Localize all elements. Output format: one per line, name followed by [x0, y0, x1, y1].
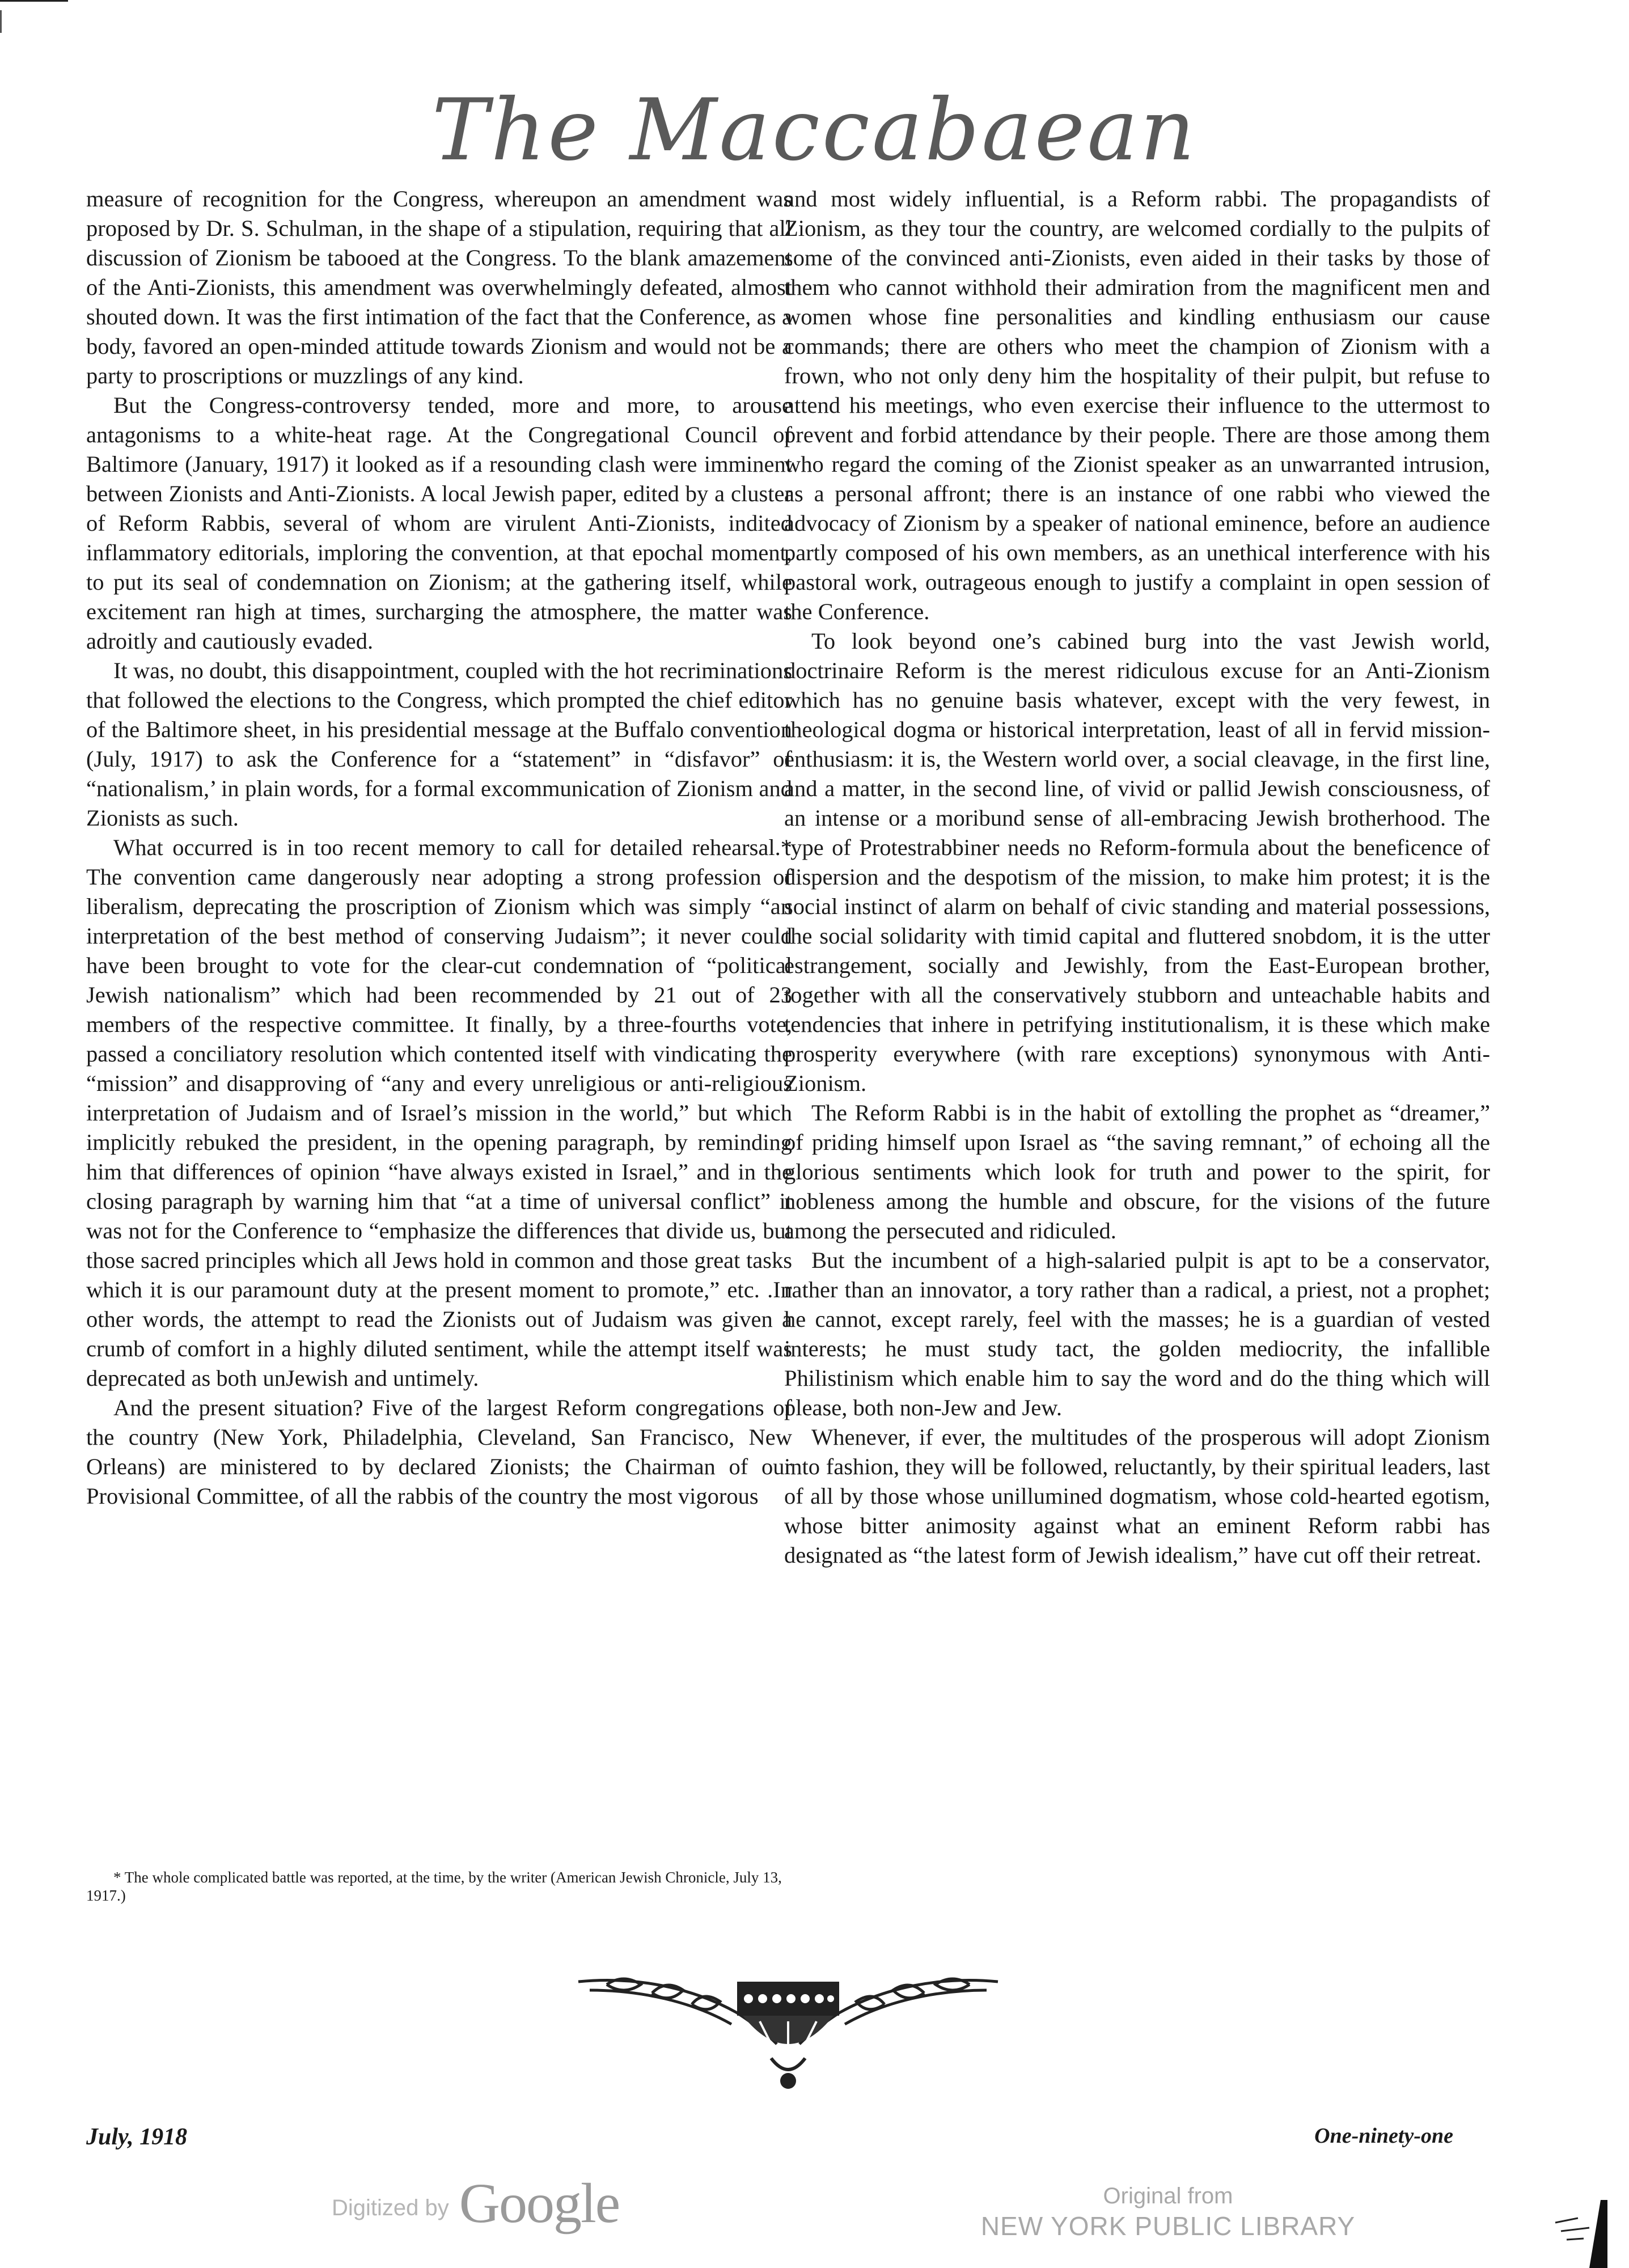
left-paragraph-1: measure of recognition for the Congress, whereupon an amendment was proposed by Dr. S. Schulman, in the shape of a stipulation, requiring that all discussion of Zionism be tabooed at the Congress. To the blank amazement of the Anti-Zionists, this amendment was overwhelmingly defeated, almost shouted down. It was the first intimation of the fact that the Conference, as a body, favored an open-minded attitude towards Zionism and would not be a party to proscriptions or muzzlings of any kind.: [86, 186, 792, 388]
page-number: One-ninety-one: [1314, 2124, 1453, 2148]
right-column: [784, 184, 1490, 1908]
original-from-label: Original from: [1103, 2184, 1233, 2208]
google-logo: Google: [459, 2171, 620, 2235]
page-corner-scan-mark-icon: [1544, 2189, 1612, 2268]
right-paragraph-3: The Reform Rabbi is in the habit of extolling the prophet as “dreamer,” of priding himself upon Israel as “the saving remnant,” of echoing all the glorious sentiments which look for truth and power to the spirit, for nobleness among the humble and obscure, for the visions of the future among the persecuted and ridiculed.: [784, 1100, 1490, 1243]
masthead-title: The Maccabaean: [431, 81, 1198, 180]
left-paragraph-4: What occurred is in too recent memory to call for detailed rehearsal.* The convention came dangerously near adopting a strong profession of liberalism, deprecating the proscription of Zionism which was simply “an interpretation of the best method of conserving Judaism”; it never could have been brought to vote for the clear-cut condemnation of “political Jewish nationalism” which had been recommended by 21 out of 23 members of the respective committee. It finally, by a three-fourths vote, passed a conciliatory resolution which contented itself with vindicating the “mission” and disapproving of “any and every unreligious or anti-religious interpretation of Judaism and of Israel’s mission in the world,” but which implicitly rebuked the president, in the opening paragraph, by reminding him that differences of opinion “have always existed in Israel,” and in the closing paragraph by warning him that “at a time of universal conflict” it was not for the Conference to “emphasize the differences that divide us, but those sacred principles which all Jews hold in common and those great tasks which it is our paramount duty at the present moment to promote,” etc. .In other words, the attempt to read the Zionists out of Judaism was given a crumb of comfort in a highly diluted sentiment, while the attempt itself was deprecated as both unJewish and untimely.: [86, 835, 792, 1391]
edge-mark: [0, 10, 2, 33]
top-rule: [0, 0, 68, 2]
original-source: [919, 2182, 1418, 2242]
digitized-by-label: Digitized by: [332, 2195, 449, 2220]
left-paragraph-5: And the present situation? Five of the largest Reform congregations of the country (New York, Philadelphia, Cleveland, San Francisco, New Orleans) are ministered to by declared Zionists; the Chairman of our Provisional Committee, of all the rabbis of the country the most vigorous: [86, 1395, 792, 1509]
issue-date: July, 1918: [86, 2124, 188, 2150]
masthead: [0, 74, 1629, 187]
left-column: [86, 184, 792, 1908]
decorative-ornament-icon: [567, 1959, 1009, 2101]
right-paragraph-5: Whenever, if ever, the multitudes of the prosperous will adopt Zionism into fashion, they will be followed, reluctantly, by their spiritual leaders, last of all by those whose unillumined dogmatism, whose cold-hearted egotism, whose bitter animosity against what an eminent Reform rabbi has designated as “the latest form of Jewish idealism,” have cut off their retreat.: [784, 1424, 1490, 1568]
library-name: NEW YORK PUBLIC LIBRARY: [980, 2211, 1356, 2241]
footnote-text: * The whole complicated battle was reported, at the time, by the writer (American Jewish Chronicle, July 13, 1917.): [86, 1869, 782, 1904]
right-paragraph-1: and most widely influential, is a Reform rabbi. The propagandists of Zionism, as they tour the country, are welcomed cordially to the pulpits of some of the convinced anti-Zionists, even aided in their tasks by those of them who cannot withhold their admiration from the magnificent men and women whose fine personalities and kindling enthusiasm our cause commands; there are others who meet the champion of Zionism with a frown, who not only deny him the hospitality of their pulpit, but refuse to attend his meetings, who even exercise their influence to the uttermost to prevent and forbid attendance by their people. There are those among them who regard the coming of the Zionist speaker as an unwarranted intrusion, as a personal affront; there is an instance of one rabbi who viewed the advocacy of Zionism by a speaker of national eminence, before an audience partly composed of his own members, as an unethical interference with his pastoral work, outrageous enough to justify a complaint in open session of the Conference.: [784, 186, 1490, 624]
left-paragraph-2: But the Congress-controversy tended, more and more, to arouse antagonisms to a white-heat rage. At the Congregational Council of Baltimore (January, 1917) it looked as if a resounding clash were imminent between Zionists and Anti-Zionists. A local Jewish paper, edited by a cluster of Reform Rabbis, several of whom are virulent Anti-Zionists, indited inflammatory editorials, imploring the convention, at that epochal moment, to put its seal of condemnation on Zionism; at the gathering itself, while excitement ran high at times, surcharging the atmosphere, the matter was adroitly and cautiously evaded.: [86, 392, 792, 654]
footnote: [86, 1868, 792, 1905]
right-paragraph-2: To look beyond one’s cabined burg into the vast Jewish world, doctrinaire Reform is the merest ridiculous excuse for an Anti-Zionism which has no genuine basis whatever, except with the very fewest, in theological dogma or historical interpretation, least of all in fervid mission-enthusiasm: it is, the Western world over, a social cleavage, in the first line, and a matter, in the second line, of vivid or pallid Jewish consciousness, of an intense or a moribund sense of all-embracing Jewish brotherhood. The type of Protestrabbiner needs no Reform-formula about the beneficence of dispersion and the despotism of the mission, to make him protest; it is the social instinct of alarm on behalf of civic standing and material possessions, the social solidarity with timid capital and fluttered snobdom, it is the utter estrangement, socially and Jewishly, from the East-European brother, together with all the conservatively stubborn and unteachable habits and tendencies that inhere in petrifying institutionalism, it is these which make prosperity everywhere (with rare exceptions) synonymous with Anti-Zionism.: [784, 628, 1490, 1096]
digitized-watermark: [332, 2172, 619, 2234]
left-paragraph-3: It was, no doubt, this disappointment, coupled with the hot recriminations that followed the elections to the Congress, which prompted the chief editor of the Baltimore sheet, in his presidential message at the Buffalo convention (July, 1917) to ask the Conference for a “statement” in “disfavor” of “nationalism,’ in plain words, for a formal excommunication of Zionism and Zionists as such.: [86, 658, 792, 831]
right-paragraph-4: But the incumbent of a high-salaried pulpit is apt to be a conservator, rather than an innovator, a tory rather than a radical, a priest, not a prophet; he cannot, except rarely, feel with the masses; he is a guardian of vested interests; he must study tact, the golden mediocrity, the infallible Philistinism which enable him to say the word and do the thing which will please, both non-Jew and Jew.: [784, 1247, 1490, 1420]
